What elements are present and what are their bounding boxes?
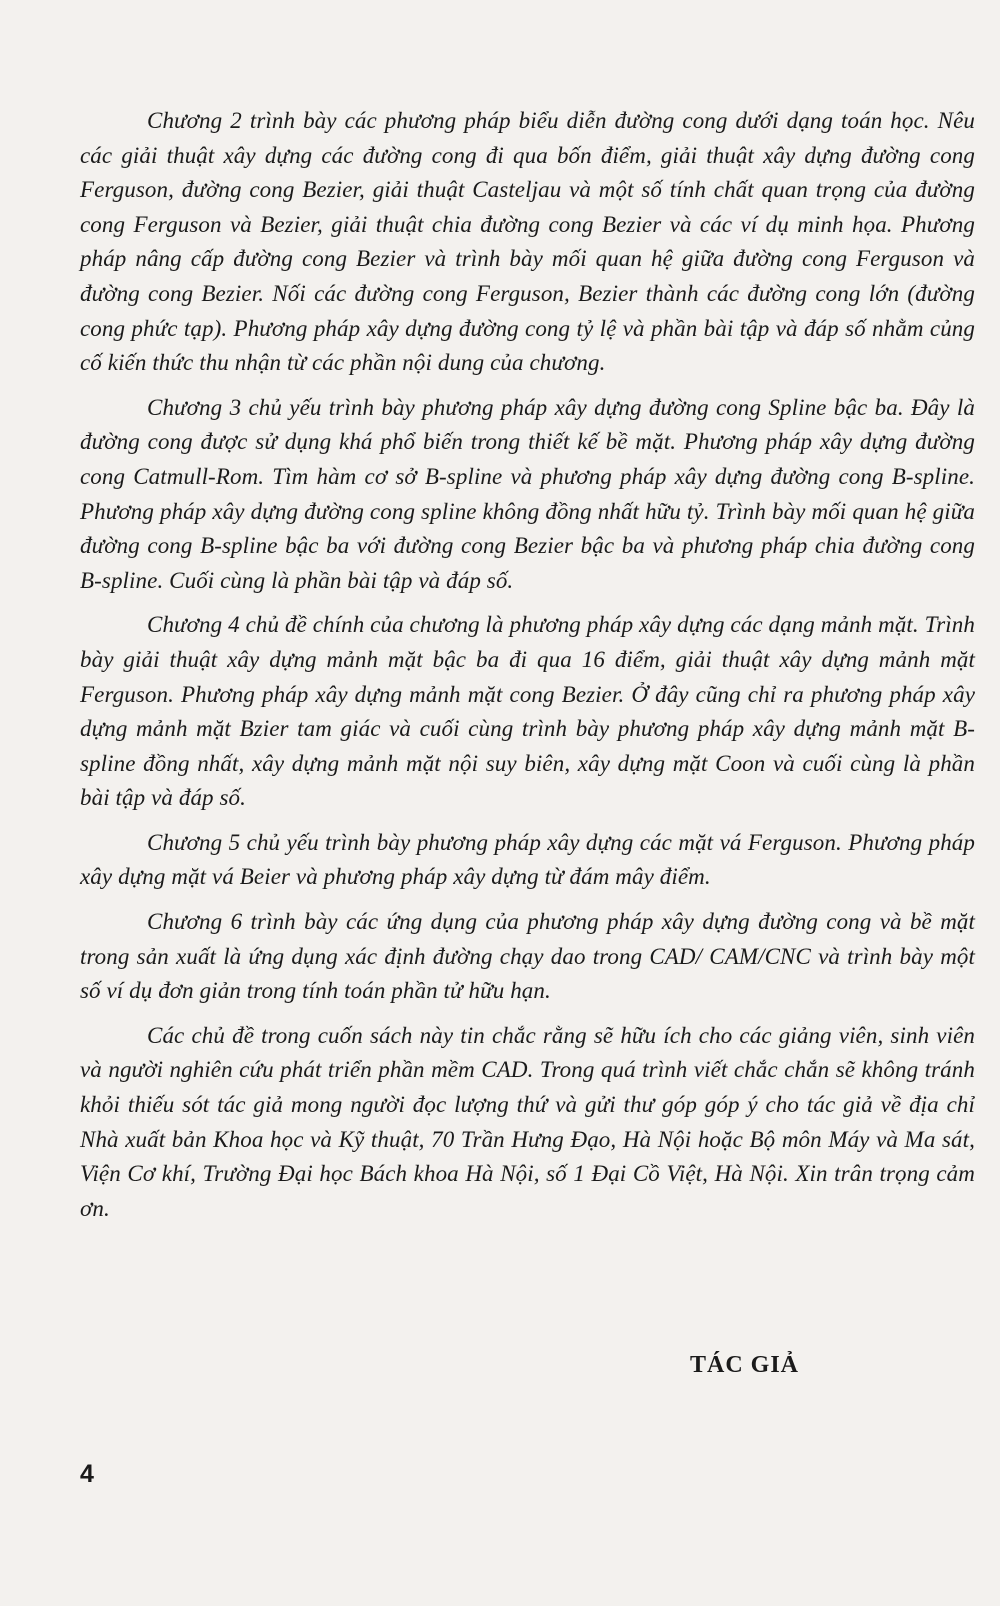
paragraph-chapter-6: Chương 6 trình bày các ứng dụng của phương pháp xây dựng đường cong và bề mặt trong sản xuất là ứng dụng xác định đường chạy dao trong CAD/ CAM/CNC và trình bày một số ví dụ đơn giản trong tính toán phần tử hữu hạn. xyxy=(80,909,975,1004)
body-text xyxy=(80,104,975,1236)
page-number: 4 xyxy=(80,1460,94,1488)
paragraph-chapter-4: Chương 4 chủ đề chính của chương là phương pháp xây dựng các dạng mảnh mặt. Trình bày giải thuật xây dựng mảnh mặt bậc ba đi qua 16 điểm, giải thuật xây dựng mảnh mặt Ferguson. Phương pháp xây dựng mảnh mặt cong Bezier. Ở đây cũng chỉ ra phương pháp xây dựng mảnh mặt Bzier tam giác và cuối cùng trình bày phương pháp xây dựng mảnh mặt B-spline đồng nhất, xây dựng mảnh mặt nội suy biên, xây dựng mặt Coon và cuối cùng là phần bài tập và đáp số. xyxy=(80,612,975,811)
paragraph-chapter-5: Chương 5 chủ yếu trình bày phương pháp xây dựng các mặt vá Ferguson. Phương pháp xây dựng mặt vá Beier và phương pháp xây dựng từ đám mây điểm. xyxy=(80,829,975,890)
author-signature: TÁC GIẢ xyxy=(690,1352,800,1378)
paragraph-closing: Các chủ đề trong cuốn sách này tin chắc rằng sẽ hữu ích cho các giảng viên, sinh viên và người nghiên cứu phát triển phần mềm CAD. Trong quá trình viết chắc chắn sẽ không tránh khỏi thiếu sót tác giả mong người đọc lượng thứ và gửi thư góp góp ý cho tác giả về địa chỉ Nhà xuất bản Khoa học và Kỹ thuật, 70 Trần Hưng Đạo, Hà Nội hoặc Bộ môn Máy và Ma sát, Viện Cơ khí, Trường Đại học Bách khoa Hà Nội, số 1 Đại Cồ Việt, Hà Nội. Xin trân trọng cảm ơn. xyxy=(80,1022,975,1221)
paragraph-chapter-2: Chương 2 trình bày các phương pháp biểu diễn đường cong dưới dạng toán học. Nêu các giải thuật xây dựng các đường cong đi qua bốn điểm, giải thuật xây dựng đường cong Ferguson, đường cong Bezier, giải thuật Casteljau và một số tính chất quan trọng của đường cong Ferguson và Bezier, giải thuật chia đường cong Bezier và các ví dụ minh họa. Phương pháp nâng cấp đường cong Bezier và trình bày mối quan hệ giữa đường cong Ferguson và đường cong Bezier. Nối các đường cong Ferguson, Bezier thành các đường cong lớn (đường cong phức tạp). Phương pháp xây dựng đường cong tỷ lệ và phần bài tập và đáp số nhằm củng cố kiến thức thu nhận từ các phần nội dung của chương. xyxy=(80,108,975,376)
paragraph-chapter-3: Chương 3 chủ yếu trình bày phương pháp xây dựng đường cong Spline bậc ba. Đây là đường cong được sử dụng khá phổ biến trong thiết kế bề mặt. Phương pháp xây dựng đường cong Catmull-Rom. Tìm hàm cơ sở B-spline và phương pháp xây dựng đường cong B-spline. Phương pháp xây dựng đường cong spline không đồng nhất hữu tỷ. Trình bày mối quan hệ giữa đường cong B-spline bậc ba với đường cong Bezier bậc ba và phương pháp chia đường cong B-spline. Cuối cùng là phần bài tập và đáp số. xyxy=(80,394,975,593)
